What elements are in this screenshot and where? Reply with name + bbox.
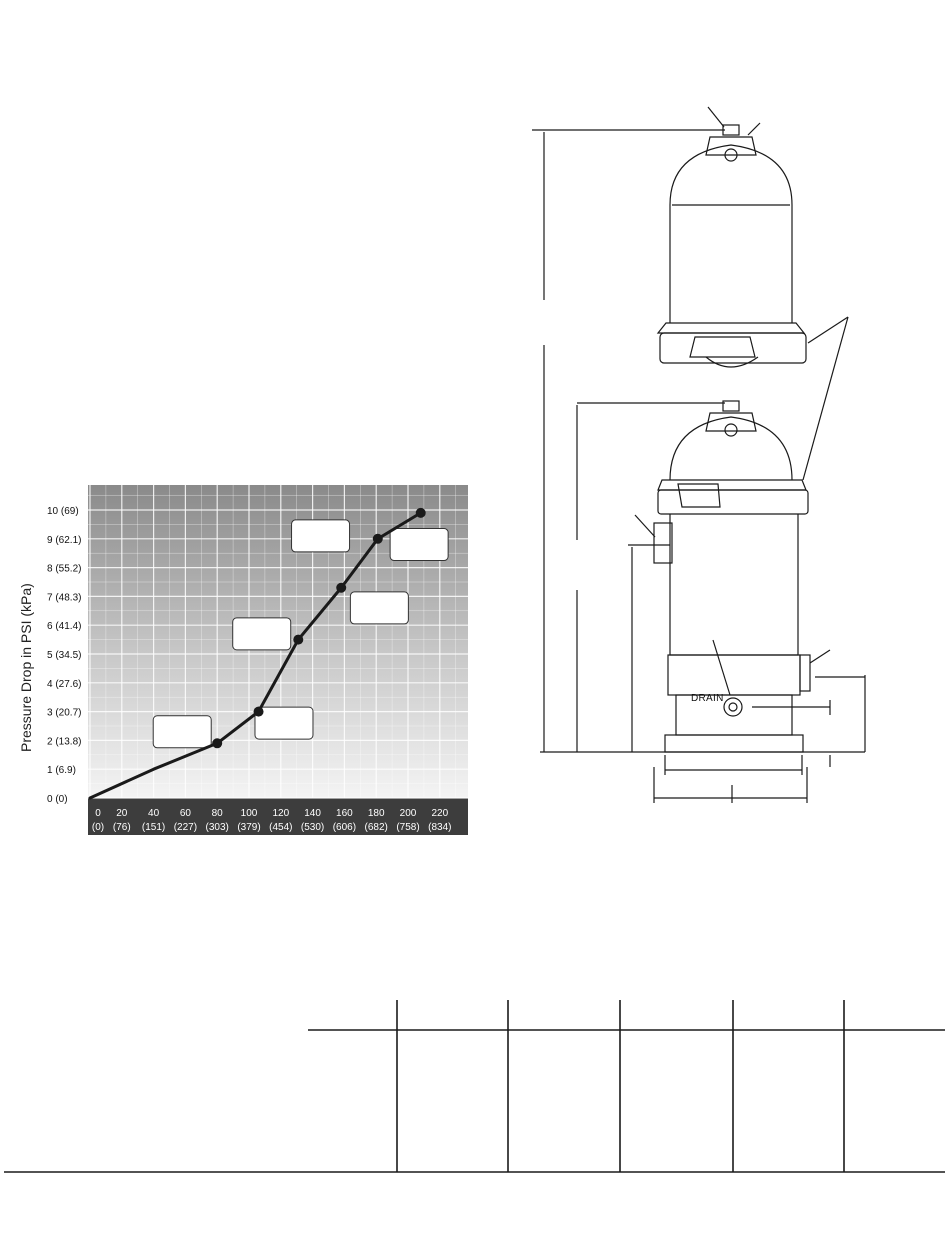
curve-data-point xyxy=(416,508,426,518)
x-tick-label-metric: (758) xyxy=(396,822,420,833)
x-tick-label: 200 xyxy=(399,808,417,819)
curve-data-point xyxy=(254,707,264,717)
curve-data-point xyxy=(336,583,346,593)
x-tick-label-metric: (76) xyxy=(112,822,131,833)
y-tick-label: 9 (62.1) xyxy=(47,534,82,546)
x-tick-label-metric: (454) xyxy=(269,822,293,833)
x-tick-label: 60 xyxy=(179,808,191,819)
x-tick-label-metric: (606) xyxy=(332,822,357,833)
filter-line-art xyxy=(520,95,950,815)
y-axis-title: Pressure Drop in PSI (kPa) xyxy=(18,583,34,752)
x-tick-label-metric: (151) xyxy=(141,822,166,833)
chart-canvas xyxy=(0,470,480,850)
callout-box xyxy=(233,618,291,650)
y-tick-label: 0 (0) xyxy=(47,794,68,805)
x-tick-label: 160 xyxy=(336,808,353,819)
y-tick-label: 6 (41.4) xyxy=(47,621,82,633)
callout-box xyxy=(390,529,448,561)
x-tick-label-metric: (227) xyxy=(173,822,198,833)
x-tick-label: 0 xyxy=(95,808,101,819)
x-tick-label-metric: (530) xyxy=(300,822,325,833)
y-tick-label: 2 (13.8) xyxy=(47,736,82,748)
x-tick-label-metric: (834) xyxy=(428,822,452,833)
y-tick-label: 10 (69) xyxy=(47,506,79,517)
x-tick-label-metric: (303) xyxy=(205,822,229,833)
x-tick-label: 180 xyxy=(367,808,385,819)
x-tick-label: 140 xyxy=(304,808,321,819)
x-tick-label: 20 xyxy=(116,808,128,819)
y-tick-label: 5 (34.5) xyxy=(47,650,82,661)
x-tick-label: 40 xyxy=(148,808,160,819)
curve-data-point xyxy=(212,738,222,748)
curve-data-point xyxy=(373,534,383,544)
x-tick-label-metric: (0) xyxy=(91,822,105,833)
x-tick-label: 120 xyxy=(272,808,290,819)
callout-box xyxy=(255,707,313,739)
x-tick-label-metric: (682) xyxy=(364,822,388,833)
pressure-drop-chart xyxy=(0,470,480,850)
callout-box xyxy=(153,716,211,748)
drain-label: DRAIN xyxy=(691,693,724,704)
table-grid xyxy=(0,995,950,1185)
leader-lines xyxy=(635,107,848,695)
y-tick-labels xyxy=(47,506,81,805)
callout-box xyxy=(292,520,350,552)
x-tick-label-metric: (379) xyxy=(237,822,261,833)
x-tick-label: 220 xyxy=(431,808,449,819)
y-tick-label: 4 (27.6) xyxy=(47,678,82,690)
upper-filter-housing xyxy=(658,125,806,367)
lower-filter-housing xyxy=(654,401,810,752)
curve-data-point xyxy=(293,635,303,645)
y-tick-label: 8 (55.2) xyxy=(47,563,82,575)
y-tick-label: 7 (48.3) xyxy=(47,592,82,604)
specifications-table xyxy=(0,995,950,1185)
x-tick-label: 80 xyxy=(211,808,223,819)
filter-dimension-drawing xyxy=(520,95,950,815)
callout-box xyxy=(350,592,408,624)
y-tick-label: 1 (6.9) xyxy=(47,765,76,777)
x-tick-label: 100 xyxy=(240,808,258,819)
y-tick-label: 3 (20.7) xyxy=(47,707,82,719)
